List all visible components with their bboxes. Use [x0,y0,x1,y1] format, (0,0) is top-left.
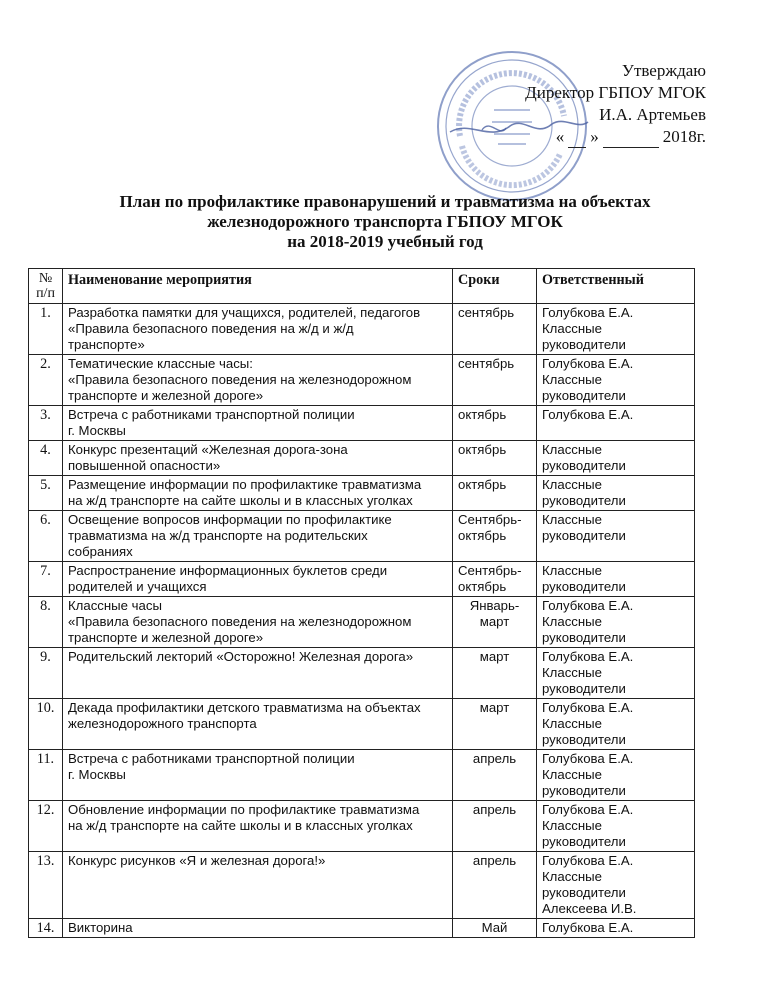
period-cell-line: октябрь [458,477,507,492]
row-number: 6. [29,511,63,562]
responsible-cell-line: Голубкова Е.А. [542,356,634,371]
period-cell-line: март [479,614,510,629]
event-cell-line: Распространение информационных буклетов среди [68,563,388,578]
responsible-cell [537,648,695,699]
event-cell-line: Размещение информации по профилактике травматизма [68,477,422,492]
event-cell-line: Встреча с работниками транспортной полиции [68,751,355,766]
row-number: 4. [29,441,63,476]
event-cell-line: Тематические классные часы: [68,356,253,371]
title-line-1: План по профилактике правонарушений и травматизма на объектах [119,192,651,211]
event-cell-line: на ж/д транспорте на сайте школы и в классных уголках [68,493,413,508]
responsible-cell-line: Голубкова Е.А. [542,649,634,664]
responsible-cell-line: руководители [542,493,626,508]
event-cell-line: Декада профилактики детского травматизма на объектах [68,700,421,715]
period-cell-line: Май [481,920,508,935]
event-cell [63,801,453,852]
period-cell [453,648,537,699]
period-cell-line: сентябрь [458,356,515,371]
row-number: 5. [29,476,63,511]
event-cell-line: Конкурс презентаций «Железная дорога-зона [68,442,348,457]
date-month-blank [603,131,659,148]
date-close-quote: » [590,127,599,146]
event-cell-line: Встреча с работниками транспортной полиции [68,407,355,422]
responsible-cell-line: руководители [542,885,626,900]
row-number: 9. [29,648,63,699]
event-cell-line: Классные часы [68,598,162,613]
period-cell [453,562,537,597]
table-row [29,406,695,441]
event-cell-line: Родительский лекторий «Осторожно! Железная дорога» [68,649,414,664]
row-number: 8. [29,597,63,648]
event-cell [63,406,453,441]
approval-block [506,60,706,148]
table-row [29,476,695,511]
table-row [29,562,695,597]
row-number: 10. [29,699,63,750]
header-number-line-1: № [38,271,53,286]
responsible-cell [537,597,695,648]
responsible-cell-line: Классные [542,563,602,578]
responsible-cell [537,441,695,476]
responsible-cell-line: руководители [542,388,626,403]
event-cell [63,304,453,355]
period-cell [453,441,537,476]
event-cell [63,699,453,750]
event-cell-line: Освещение вопросов информации по профилактике [68,512,392,527]
responsible-cell-line: Голубкова Е.А. [542,407,634,422]
responsible-cell-line: Классные [542,512,602,527]
row-number: 11. [29,750,63,801]
responsible-cell-line: Голубкова Е.А. [542,751,634,766]
period-cell-line: сентябрь [458,305,515,320]
responsible-cell-line: Классные [542,767,602,782]
period-cell [453,919,537,938]
event-cell-line: «Правила безопасного поведения на ж/д и ж/д [68,321,354,336]
row-number: 3. [29,406,63,441]
responsible-cell [537,699,695,750]
plan-table [28,268,695,938]
header-number [29,269,63,304]
event-cell [63,355,453,406]
event-cell-line: собраниях [68,544,133,559]
period-cell-line: октябрь [458,407,507,422]
responsible-cell-line: руководители [542,681,626,696]
responsible-cell [537,801,695,852]
table-row [29,597,695,648]
event-cell-line: г. Москвы [68,423,126,438]
table-row [29,355,695,406]
event-cell [63,476,453,511]
event-cell [63,750,453,801]
responsible-cell-line: Голубкова Е.А. [542,853,634,868]
row-number: 1. [29,304,63,355]
table-row [29,750,695,801]
event-cell-line: Конкурс рисунков «Я и железная дорога!» [68,853,326,868]
responsible-cell-line: руководители [542,783,626,798]
approver-position: Директор ГБПОУ МГОК [525,83,706,102]
title-line-3: на 2018-2019 учебный год [287,232,483,251]
period-cell-line: март [479,700,510,715]
event-cell-line: родителей и учащихся [68,579,207,594]
event-cell-line: травматизма на ж/д транспорте на родительских [68,528,368,543]
responsible-cell [537,406,695,441]
responsible-cell-line: руководители [542,630,626,645]
responsible-cell [537,750,695,801]
responsible-cell [537,511,695,562]
table-row [29,801,695,852]
date-day-blank [568,131,586,148]
period-cell [453,852,537,919]
event-cell-line: транспорте и железной дороге» [68,630,264,645]
header-number-line-2: п/п [36,286,55,301]
event-cell [63,919,453,938]
header-period: Сроки [453,269,537,304]
period-cell-line: апрель [472,853,517,868]
period-cell [453,476,537,511]
responsible-cell-line: Классные [542,869,602,884]
responsible-cell-line: Голубкова Е.А. [542,920,634,935]
table-row [29,699,695,750]
responsible-cell-line: Голубкова Е.А. [542,802,634,817]
event-cell-line: «Правила безопасного поведения на железнодорожном [68,372,412,387]
responsible-cell [537,562,695,597]
period-cell-line: Сентябрь- [458,512,522,527]
period-cell [453,750,537,801]
responsible-cell-line: Классные [542,442,602,457]
table-row [29,648,695,699]
table-row [29,511,695,562]
table-row [29,852,695,919]
responsible-cell [537,304,695,355]
period-cell [453,597,537,648]
event-cell-line: Обновление информации по профилактике травматизма [68,802,420,817]
period-cell [453,355,537,406]
event-cell-line: повышенной опасности» [68,458,221,473]
responsible-cell-line: Классные [542,614,602,629]
period-cell-line: апрель [472,751,517,766]
event-cell-line: Викторина [68,920,133,935]
table-row [29,441,695,476]
responsible-cell-line: Голубкова Е.А. [542,700,634,715]
approver-name: И.А. Артемьев [599,105,706,124]
responsible-cell-line: руководители [542,579,626,594]
event-cell-line: транспорте и железной дороге» [68,388,264,403]
responsible-cell-line: руководители [542,458,626,473]
header-responsible: Ответственный [537,269,695,304]
responsible-cell-line: Классные [542,477,602,492]
title-line-2: железнодорожного транспорта ГБПОУ МГОК [207,212,563,231]
row-number: 12. [29,801,63,852]
responsible-cell-line: Классные [542,321,602,336]
period-cell-line: октябрь [458,579,507,594]
period-cell [453,699,537,750]
table-row [29,919,695,938]
period-cell-line: Январь- [469,598,520,613]
date-open-quote: « [555,127,565,146]
table-header-row [29,269,695,304]
header-event: Наименование мероприятия [63,269,453,304]
period-cell [453,801,537,852]
event-cell-line: железнодорожного транспорта [68,716,257,731]
responsible-cell [537,476,695,511]
event-cell [63,511,453,562]
responsible-cell-line: Классные [542,716,602,731]
event-cell-line: «Правила безопасного поведения на железнодорожном [68,614,412,629]
event-cell-line: на ж/д транспорте на сайте школы и в классных уголках [68,818,413,833]
responsible-cell-line: Голубкова Е.А. [542,305,634,320]
event-cell-line: г. Москвы [68,767,126,782]
period-cell-line: апрель [472,802,517,817]
row-number: 13. [29,852,63,919]
responsible-cell-line: Алексеева И.В. [542,901,637,916]
event-cell [63,441,453,476]
period-cell [453,304,537,355]
period-cell [453,511,537,562]
responsible-cell [537,852,695,919]
period-cell-line: Сентябрь- [458,563,522,578]
approval-date [556,126,706,148]
period-cell-line: март [479,649,510,664]
event-cell [63,562,453,597]
period-cell-line: октябрь [458,442,507,457]
row-number: 2. [29,355,63,406]
responsible-cell-line: Классные [542,372,602,387]
table-row [29,304,695,355]
row-number: 14. [29,919,63,938]
responsible-cell [537,919,695,938]
responsible-cell [537,355,695,406]
table-body [29,304,695,938]
document-title [40,192,730,252]
responsible-cell-line: руководители [542,337,626,352]
responsible-cell-line: руководители [542,528,626,543]
responsible-cell-line: Классные [542,665,602,680]
responsible-cell-line: руководители [542,732,626,747]
responsible-cell-line: Классные [542,818,602,833]
event-cell [63,648,453,699]
event-cell-line: Разработка памятки для учащихся, родителей, педагогов [68,305,421,320]
period-cell [453,406,537,441]
row-number: 7. [29,562,63,597]
responsible-cell-line: руководители [542,834,626,849]
date-year: 2018г. [662,127,706,146]
approval-title: Утверждаю [621,61,706,80]
period-cell-line: октябрь [458,528,507,543]
event-cell [63,852,453,919]
event-cell [63,597,453,648]
responsible-cell-line: Голубкова Е.А. [542,598,634,613]
event-cell-line: транспорте» [68,337,145,352]
